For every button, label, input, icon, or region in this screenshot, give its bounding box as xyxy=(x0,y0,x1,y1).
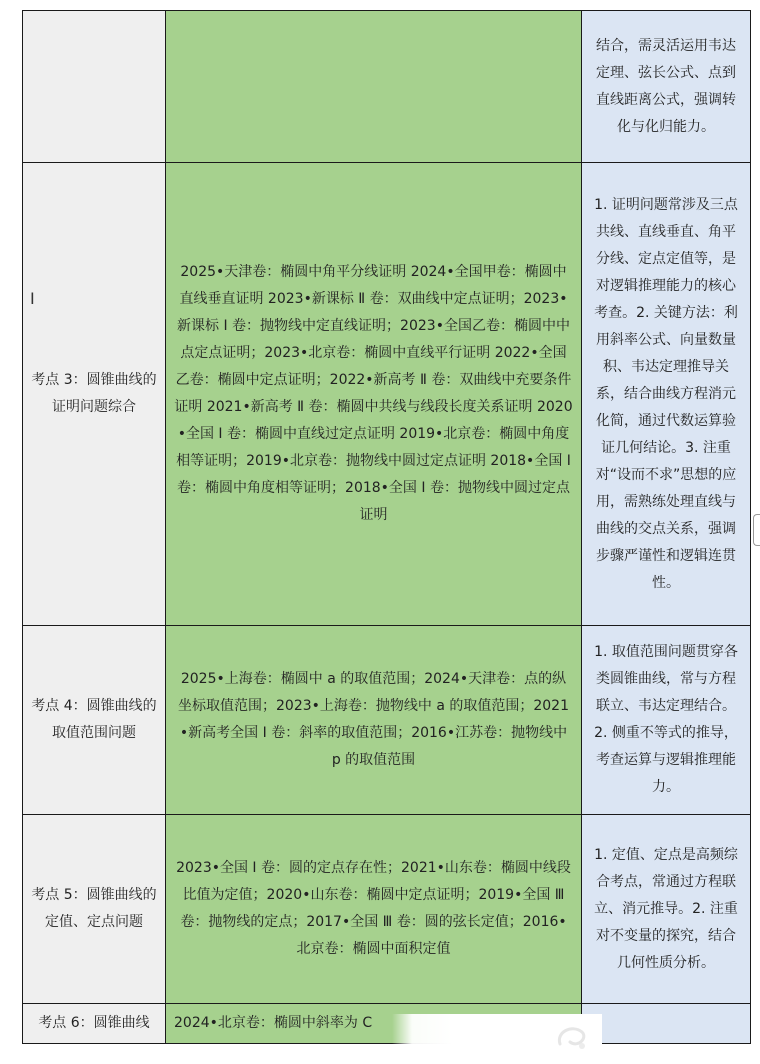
text-cursor-icon: I xyxy=(30,289,35,308)
cases-cell: 2025•上海卷：椭圆中 a 的取值范围；2024•天津卷：点的纵坐标取值范围；2023•上海卷：抛物线中 a 的取值范围；2021•新高考全国 Ⅰ 卷：斜率的取值范围；2016•江苏卷：抛物线中 p 的取值范围 xyxy=(166,626,582,815)
table-row xyxy=(23,626,751,815)
analysis-cell xyxy=(582,1004,751,1044)
analysis-cell: 结合，需灵活运用韦达定理、弦长公式、点到直线距离公式，强调转化与化归能力。 xyxy=(582,11,751,163)
table-row xyxy=(23,1004,751,1044)
topic-cell: 考点 4：圆锥曲线的取值范围问题 xyxy=(23,626,166,815)
topic-cell xyxy=(23,11,166,163)
table-row xyxy=(23,11,751,163)
analysis-cell: 1. 取值范围问题贯穿各类圆锥曲线，常与方程联立、韦达定理结合。2. 侧重不等式的推导，考查运算与逻辑推理能力。 xyxy=(582,626,751,815)
cases-cell: 2025•天津卷：椭圆中角平分线证明 2024•全国甲卷：椭圆中直线垂直证明 2023•新课标 Ⅱ 卷：双曲线中定点证明；2023•新课标 Ⅰ 卷：抛物线中定直线证明；2023•全国乙卷：椭圆中中点定点证明；2023•北京卷：椭圆中直线平行证明 2022•全国乙卷：椭圆中定点证明；2022•新高考 Ⅱ 卷：双曲线中充要条件证明 2021•新高考 Ⅱ 卷：椭圆中共线与线段长度关系证明 2020•全国 Ⅰ 卷：椭圆中直线过定点证明 2019•北京卷：椭圆中角度相等证明；2019•北京卷：抛物线中圆过定点证明 2018•全国 Ⅰ 卷：椭圆中角度相等证明；2018•全国 Ⅰ 卷：抛物线中圆过定点证明 xyxy=(166,163,582,626)
table-row xyxy=(23,163,751,626)
topic-cell: 考点 6：圆锥曲线 xyxy=(23,1004,166,1044)
topic-cell: 考点 5：圆锥曲线的定值、定点问题 xyxy=(23,815,166,1004)
cases-cell: 2024•北京卷：椭圆中斜率为 C xyxy=(166,1004,582,1044)
table-row xyxy=(23,815,751,1004)
analysis-cell: 1. 定值、定点是高频综合考点，常通过方程联立、消元推导。2. 注重对不变量的探究，结合几何性质分析。 xyxy=(582,815,751,1004)
watermark-swirl-icon xyxy=(552,1020,592,1056)
analysis-cell: 1. 证明问题常涉及三点共线、直线垂直、角平分线、定点定值等，是对逻辑推理能力的核心考查。2. 关键方法：利用斜率公式、向量数量积、韦达定理推导关系，结合曲线方程消元化简，通过代数运算验证几何结论。3. 注重对“设而不求”思想的应用，需熟练处理直线与曲线的交点关系，强调步骤严谨性和逻辑连贯性。 xyxy=(582,163,751,626)
exam-topic-table xyxy=(22,10,751,1044)
side-scroll-handle[interactable] xyxy=(753,514,760,546)
topic-cell: 考点 3：圆锥曲线的证明问题综合 xyxy=(23,163,166,626)
cases-cell: 2023•全国 Ⅰ 卷：圆的定点存在性；2021•山东卷：椭圆中线段比值为定值；2020•山东卷：椭圆中定点证明；2019•全国 Ⅲ 卷：抛物线的定点；2017•全国 Ⅲ 卷：圆的弦长定值；2016•北京卷：椭圆中面积定值 xyxy=(166,815,582,1004)
watermark xyxy=(392,1014,602,1064)
cases-cell xyxy=(166,11,582,163)
